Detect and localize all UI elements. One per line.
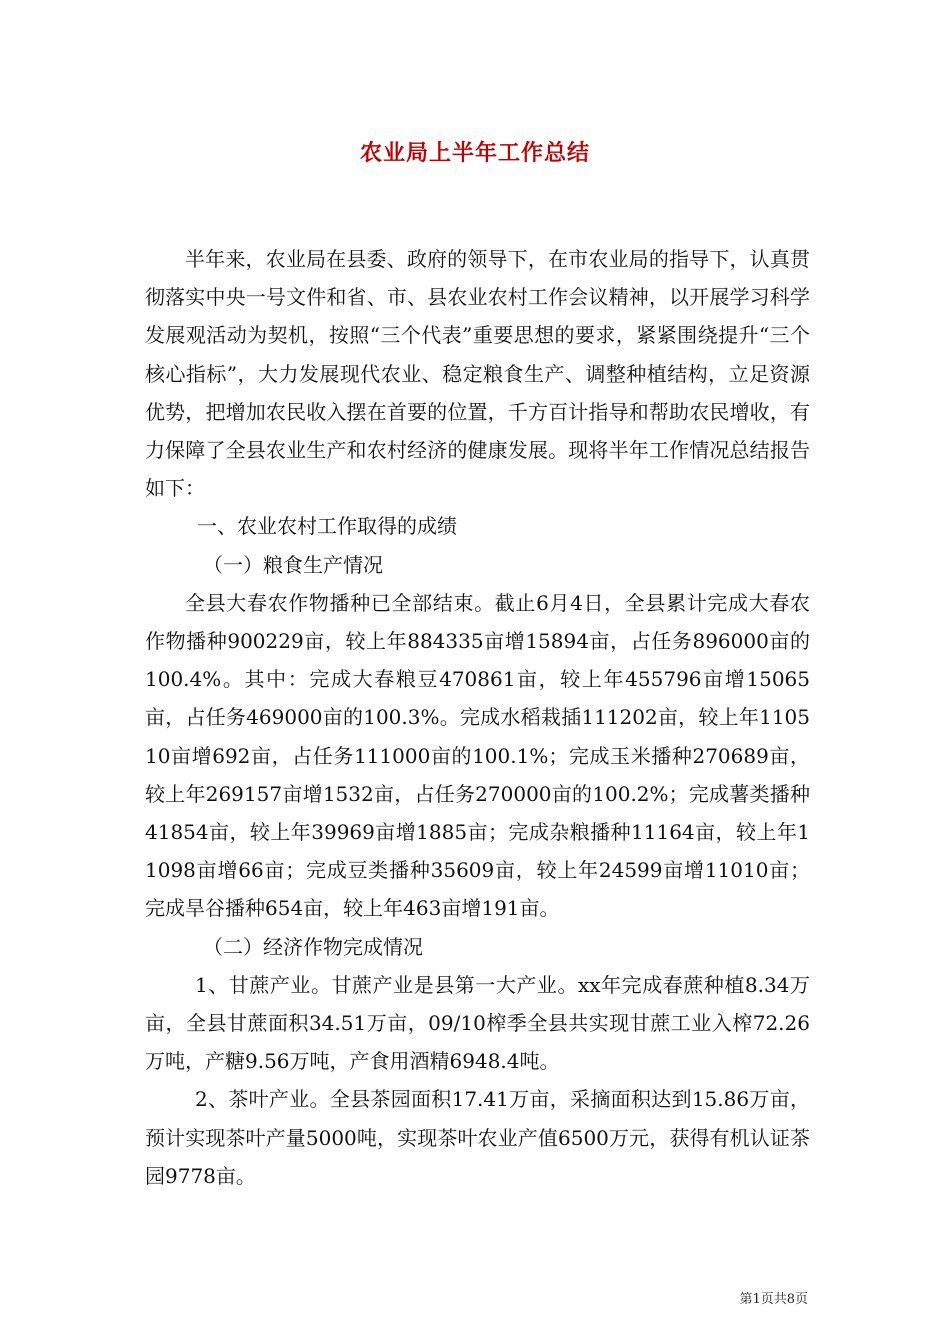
subsection-heading-cash-crops: （二）经济作物完成情况 bbox=[203, 934, 423, 959]
sugarcane-paragraph: 1、甘蔗产业。甘蔗产业是县第一大产业。xx年完成春蔗种植8.34万亩，全县甘蔗面积34.51万亩，09/10榨季全县共实现甘蔗工业入榨72.26万吨，产糖9.56万吨，产食用酒精6948.4吨。 bbox=[145, 972, 810, 1074]
tea-paragraph: 2、茶叶产业。全县茶园面积17.41万亩，采摘面积达到15.86万亩，预计实现茶叶产量5000吨，实现茶叶农业产值6500万元，获得有机认证茶园9778亩。 bbox=[145, 1087, 810, 1188]
intro-paragraph: 半年来，农业局在县委、政府的领导下，在市农业局的指导下，认真贯彻落实中央一号文件和省、市、县农业农村工作会议精神，以开展学习科学发展观活动为契机，按照“三个代表”重要思想的要求，紧紧围绕提升“三个核心指标”，大力发展现代农业、稳定粮食生产、调整种植结构，立足资源优势，把增加农民收入摆在首要的位置，千方百计指导和帮助农民增收，有力保障了全县农业生产和农村经济的健康发展。现将半年工作情况总结报告如下： bbox=[145, 247, 810, 501]
grain-paragraph: 全县大春农作物播种已全部结束。截止6月4日，全县累计完成大春农作物播种900229亩，较上年884335亩增15894亩，占任务896000亩的100.4%。其中：完成大春粮豆470861亩，较上年455796亩增15065亩，占任务469000亩的100.3%。完成水稻栽插111202亩，较上年110510亩增692亩，占任务111000亩的100.1%；完成玉米播种270689亩，较上年269157亩增1532亩，占任务270000亩的100.2%；完成薯类播种41854亩，较上年39969亩增1885亩；完成杂粮播种11164亩，较上年11098亩增66亩；完成豆类播种35609亩，较上年24599亩增11010亩；完成旱谷播种654亩，较上年463亩增191亩。 bbox=[145, 590, 810, 921]
section-heading-achievements: 一、农业农村工作取得的成绩 bbox=[197, 514, 457, 539]
page-title: 农业局上半年工作总结 bbox=[359, 140, 590, 166]
document-body bbox=[145, 240, 810, 1195]
subsection-heading-grain: （一）粮食生产情况 bbox=[203, 552, 383, 577]
page-number: 第1页共8页 bbox=[739, 1292, 808, 1307]
